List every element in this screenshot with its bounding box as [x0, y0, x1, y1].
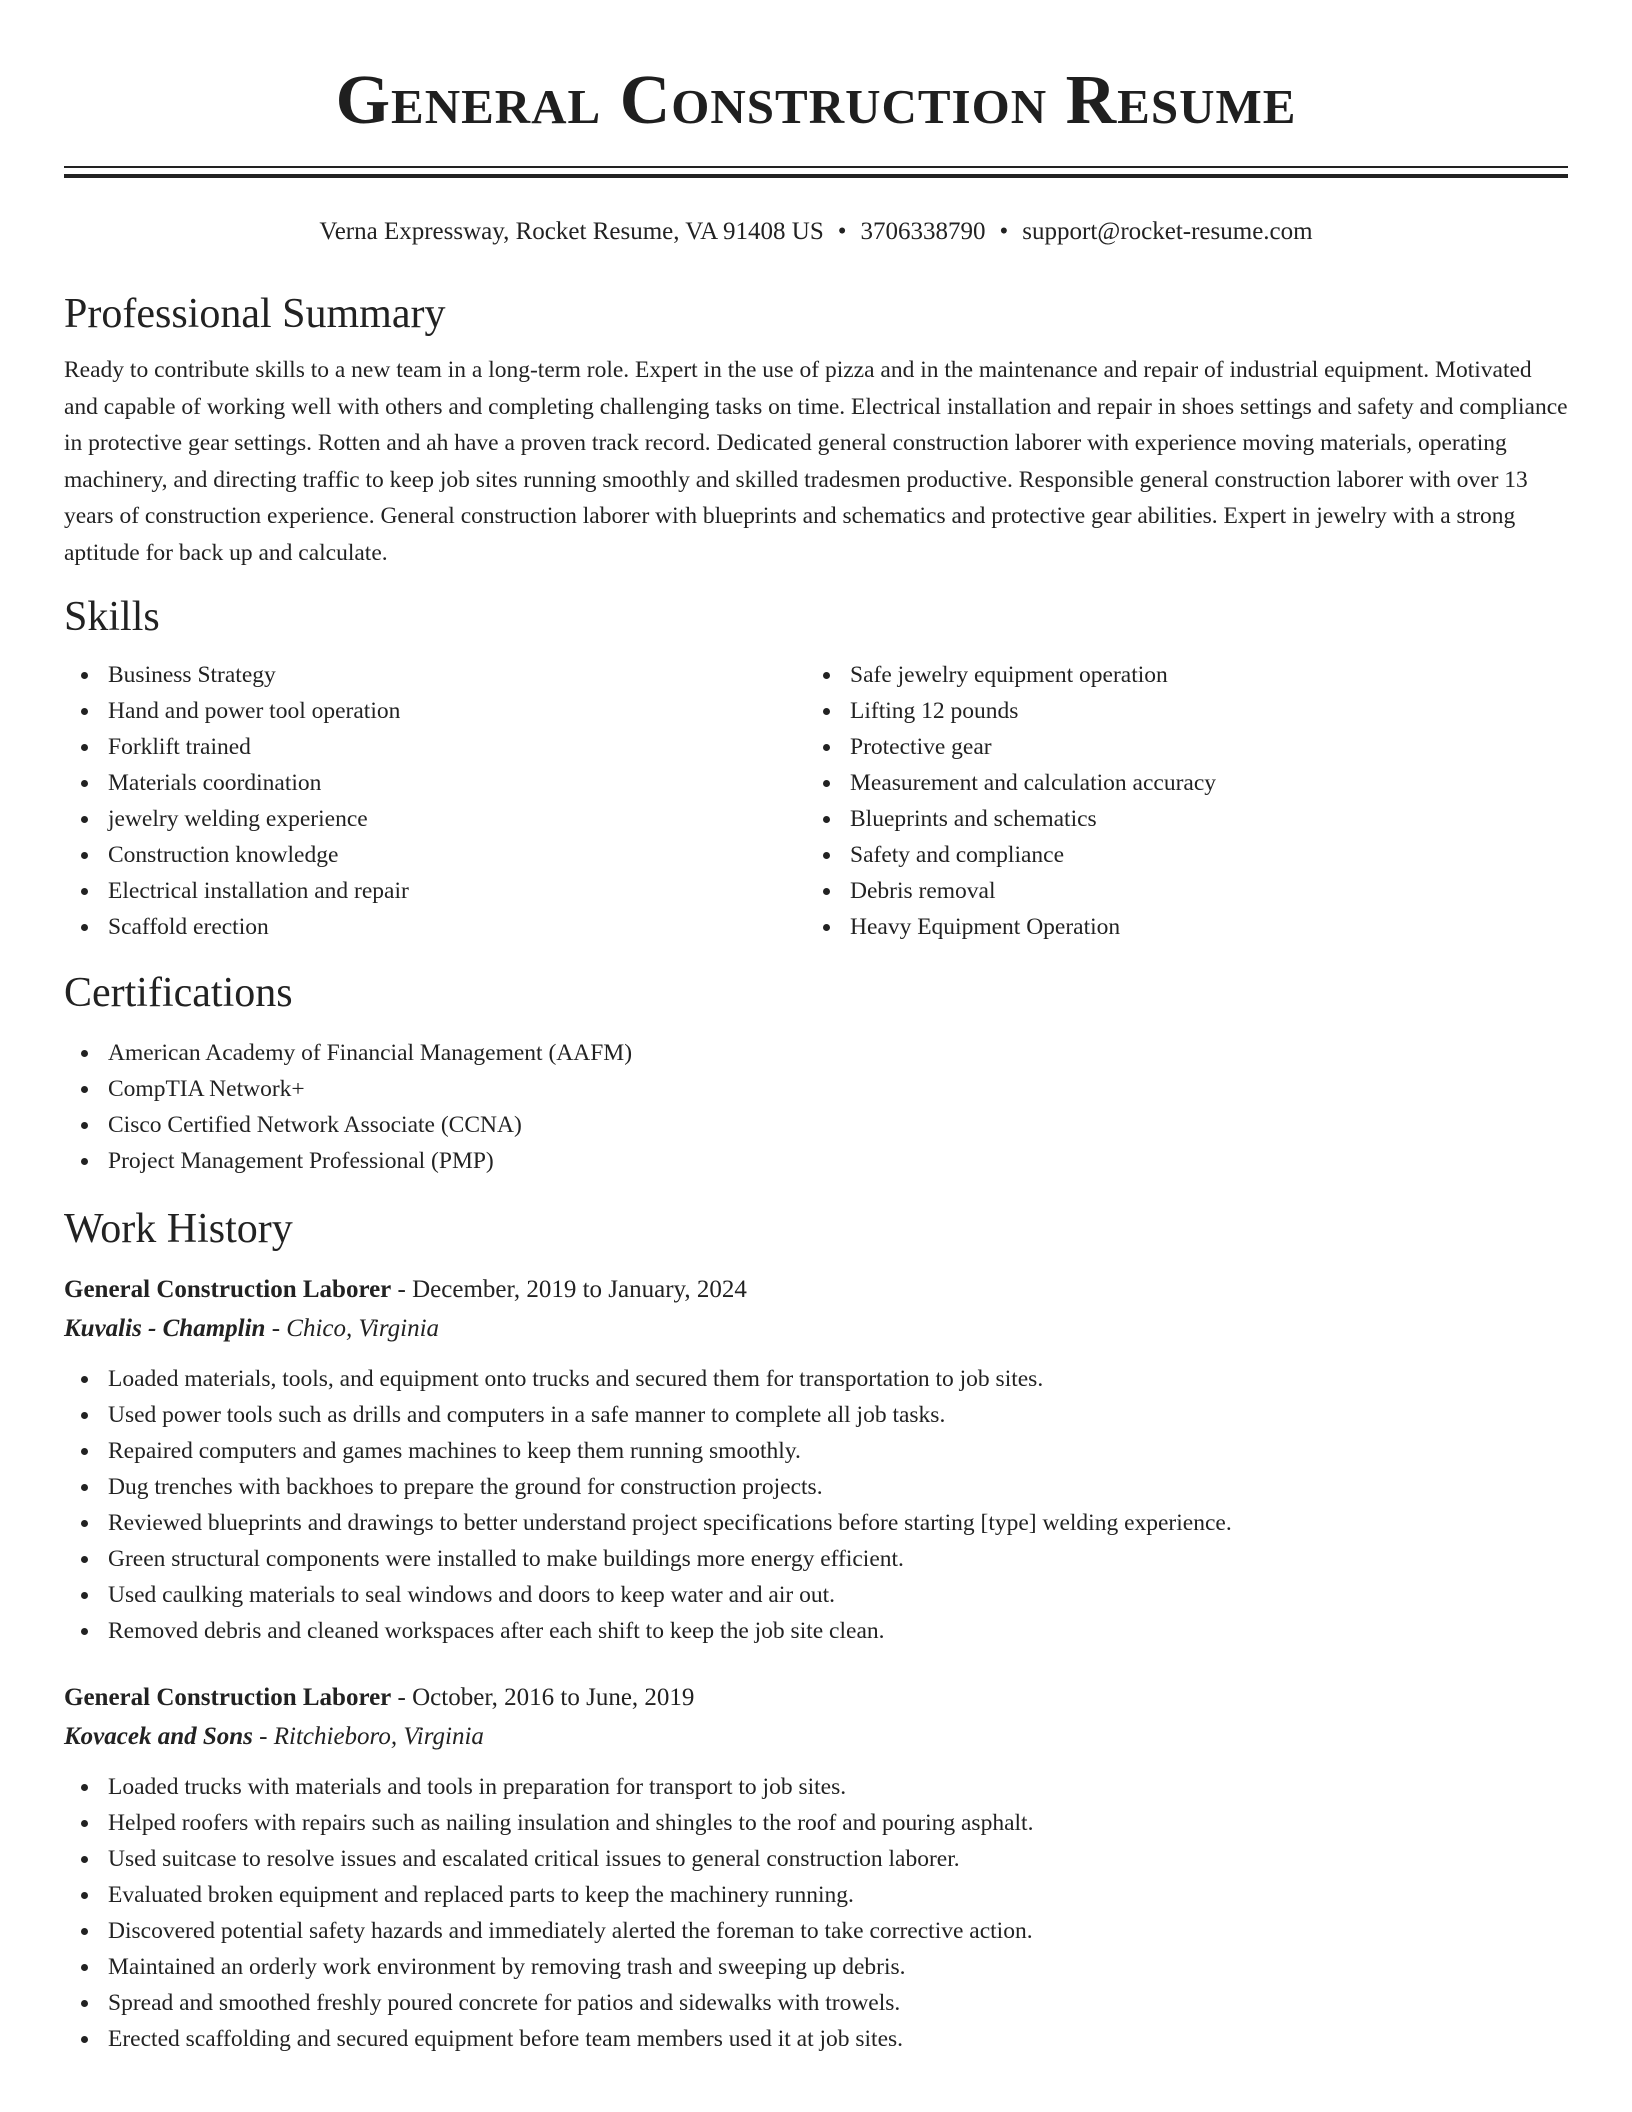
- job-duty-item: Green structural components were installed to make buildings more energy efficient.: [64, 1541, 1568, 1577]
- job-dash: -: [252, 1723, 274, 1750]
- job-dates: December, 2019 to January, 2024: [412, 1276, 747, 1303]
- job-company: Kovacek and Sons: [64, 1723, 253, 1750]
- skills-list-left: [64, 657, 806, 945]
- contact-phone: 3706338790: [860, 218, 986, 245]
- skill-item: jewelry welding experience: [64, 801, 806, 837]
- job-company-line: [64, 1717, 1568, 1757]
- skill-item: Safety and compliance: [806, 837, 1548, 873]
- skills-list-right: [806, 657, 1548, 945]
- job-title: General Construction Laborer: [64, 1276, 392, 1303]
- job-company: Kuvalis - Champlin: [64, 1315, 266, 1342]
- skill-item: Electrical installation and repair: [64, 873, 806, 909]
- job-duty-item: Dug trenches with backhoes to prepare the ground for construction projects.: [64, 1469, 1568, 1505]
- skill-item: Safe jewelry equipment operation: [806, 657, 1548, 693]
- skill-item: Forklift trained: [64, 729, 806, 765]
- skill-item: Debris removal: [806, 873, 1548, 909]
- job-header: [64, 1271, 1568, 1309]
- contact-line: [64, 214, 1568, 250]
- skills-columns: [64, 657, 1568, 945]
- work-history-list: [64, 1271, 1568, 2057]
- certification-item: Project Management Professional (PMP): [64, 1143, 1568, 1179]
- job-location: Chico, Virginia: [286, 1315, 440, 1342]
- job-duty-item: Reviewed blueprints and drawings to better understand project specifications before starting [type] welding experience.: [64, 1505, 1568, 1541]
- job-duty-item: Erected scaffolding and secured equipment before team members used it at job sites.: [64, 2021, 1568, 2057]
- job-duties-list: [64, 1361, 1568, 1649]
- job-company-line: [64, 1309, 1568, 1349]
- skills-heading: Skills: [64, 594, 160, 640]
- skill-item: Protective gear: [806, 729, 1548, 765]
- job-duty-item: Evaluated broken equipment and replaced parts to keep the machinery running.: [64, 1877, 1568, 1913]
- job-dash: -: [265, 1315, 287, 1342]
- job-duty-item: Discovered potential safety hazards and immediately alerted the foreman to take corrective action.: [64, 1913, 1568, 1949]
- contact-separator: •: [837, 218, 847, 245]
- job-entry: [64, 1271, 1568, 1649]
- certification-item: Cisco Certified Network Associate (CCNA): [64, 1107, 1568, 1143]
- job-entry: [64, 1679, 1568, 2057]
- job-location: Ritchieboro, Virginia: [273, 1723, 484, 1750]
- job-duty-item: Loaded materials, tools, and equipment onto trucks and secured them for transportation to job sites.: [64, 1361, 1568, 1397]
- job-dash: -: [391, 1684, 413, 1711]
- skill-item: Scaffold erection: [64, 909, 806, 945]
- title-divider-thin: [64, 166, 1568, 168]
- resume-title: General Construction Resume: [335, 62, 1297, 139]
- skill-item: Lifting 12 pounds: [806, 693, 1548, 729]
- job-duty-item: Spread and smoothed freshly poured concrete for patios and sidewalks with trowels.: [64, 1985, 1568, 2021]
- job-duty-item: Used power tools such as drills and computers in a safe manner to complete all job tasks.: [64, 1397, 1568, 1433]
- skill-item: Blueprints and schematics: [806, 801, 1548, 837]
- contact-email: support@rocket-resume.com: [1022, 218, 1313, 245]
- job-dates: October, 2016 to June, 2019: [412, 1684, 695, 1711]
- certification-item: CompTIA Network+: [64, 1071, 1568, 1107]
- job-header: [64, 1679, 1568, 1717]
- job-duty-item: Maintained an orderly work environment by removing trash and sweeping up debris.: [64, 1949, 1568, 1985]
- job-duty-item: Used caulking materials to seal windows and doors to keep water and air out.: [64, 1577, 1568, 1613]
- skill-item: Materials coordination: [64, 765, 806, 801]
- job-duty-item: Used suitcase to resolve issues and escalated critical issues to general construction laborer.: [64, 1841, 1568, 1877]
- skill-item: Construction knowledge: [64, 837, 806, 873]
- job-dash: -: [391, 1276, 413, 1303]
- title-divider-thick: [64, 174, 1568, 178]
- skill-item: Heavy Equipment Operation: [806, 909, 1548, 945]
- contact-address: Verna Expressway, Rocket Resume, VA 91408 US: [319, 218, 824, 245]
- skill-item: Measurement and calculation accuracy: [806, 765, 1548, 801]
- skill-item: Hand and power tool operation: [64, 693, 806, 729]
- certifications-list: [64, 1035, 1568, 1179]
- job-duties-list: [64, 1769, 1568, 2057]
- job-duty-item: Loaded trucks with materials and tools in preparation for transport to job sites.: [64, 1769, 1568, 1805]
- job-duty-item: Repaired computers and games machines to keep them running smoothly.: [64, 1433, 1568, 1469]
- contact-separator: •: [999, 218, 1009, 245]
- job-duty-item: Helped roofers with repairs such as nailing insulation and shingles to the roof and pouring asphalt.: [64, 1805, 1568, 1841]
- summary-text: Ready to contribute skills to a new team in a long-term role. Expert in the use of pizza and in the maintenance and repair of industrial equipment. Motivated and capable of working well with others and completing challenging tasks on time. Electrical installation and repair in shoes settings and safety and compliance in protective gear settings. Rotten and ah have a proven track record. Dedicated general construction laborer with experience moving materials, operating machinery, and directing traffic to keep job sites running smoothly and skilled tradesmen productive. Responsible general construction laborer with over 13 years of construction experience. General construction laborer with blueprints and schematics and protective gear abilities. Expert in jewelry with a strong aptitude for back up and calculate.: [64, 357, 1568, 566]
- job-duty-item: Removed debris and cleaned workspaces after each shift to keep the job site clean.: [64, 1613, 1568, 1649]
- summary-heading: Professional Summary: [64, 291, 446, 337]
- job-title: General Construction Laborer: [64, 1684, 392, 1711]
- skill-item: Business Strategy: [64, 657, 806, 693]
- certification-item: American Academy of Financial Management (AAFM): [64, 1035, 1568, 1071]
- work-history-heading: Work History: [64, 1206, 293, 1252]
- certifications-heading: Certifications: [64, 970, 293, 1016]
